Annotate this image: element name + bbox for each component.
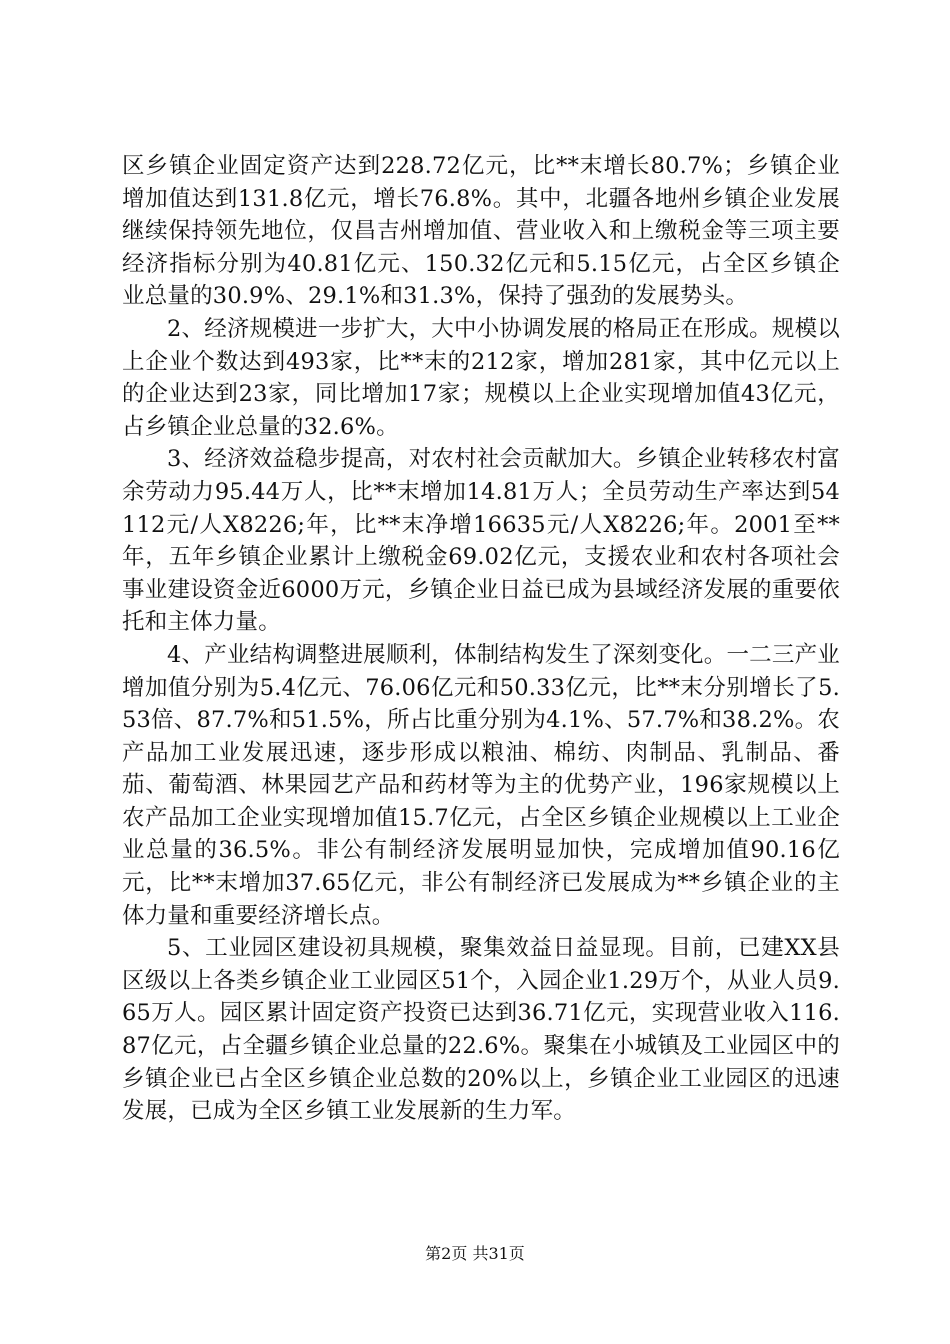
- paragraph-continuation: 区乡镇企业固定资产达到228.72亿元，比**末增长80.7%；乡镇企业增加值达到131.8亿元，增长76.8%。其中，北疆各地州乡镇企业发展继续保持领先地位，仅昌吉州增加值、营业收入和上缴税金等三项主要经济指标分别为40.81亿元、150.32亿元和5.15亿元，占全区乡镇企业总量的30.9%、29.1%和31.3%，保持了强劲的发展势头。: [122, 153, 840, 310]
- page-footer: 第2页 共31页: [425, 1244, 525, 1263]
- paragraph-item-4: 4、产业结构调整进展顺利，体制结构发生了深刻变化。一二三产业增加值分别为5.4亿元、76.06亿元和50.33亿元，比**末分别增长了5.53倍、87.7%和51.5%，所占比重分别为4.1%、57.7%和38.2%。农产品加工业发展迅速，逐步形成以粮油、棉纺、肉制品、乳制品、番茄、葡萄酒、林果园艺产品和药材等为主的优势产业，196家规模以上农产品加工企业实现增加值15.7亿元，占全区乡镇企业规模以上工业企业总量的36.5%。非公有制经济发展明显加快，完成增加值90.16亿元，比**末增加37.65亿元，非公有制经济已发展成为**乡镇企业的主体力量和重要经济增长点。: [122, 641, 840, 929]
- paragraph-item-2: 2、经济规模进一步扩大，大中小协调发展的格局正在形成。规模以上企业个数达到493家，比**末的212家，增加281家，其中亿元以上的企业达到23家，同比增加17家；规模以上企业实现增加值43亿元，占乡镇企业总量的32.6%。: [122, 315, 840, 440]
- paragraph-item-3: 3、经济效益稳步提高，对农村社会贡献加大。乡镇企业转移农村富余劳动力95.44万人，比**末增加14.81万人；全员劳动生产率达到54112元/人X8226;年，比**末净增16635元/人X8226;年。2001至**年，五年乡镇企业累计上缴税金69.02亿元，支援农业和农村各项社会事业建设资金近6000万元，乡镇企业日益已成为县域经济发展的重要依托和主体力量。: [122, 446, 840, 636]
- paragraph-item-5: 5、工业园区建设初具规模，聚集效益日益显现。目前，已建XX县区级以上各类乡镇企业工业园区51个，入园企业1.29万个，从业人员9.65万人。园区累计固定资产投资已达到36.71亿元，实现营业收入116.87亿元，占全疆乡镇企业总量的22.6%。聚集在小城镇及工业园区中的乡镇企业已占全区乡镇企业总数的20%以上，乡镇企业工业园区的迅速发展，已成为全区乡镇工业发展新的生力军。: [122, 935, 840, 1125]
- document-body: [122, 150, 840, 1128]
